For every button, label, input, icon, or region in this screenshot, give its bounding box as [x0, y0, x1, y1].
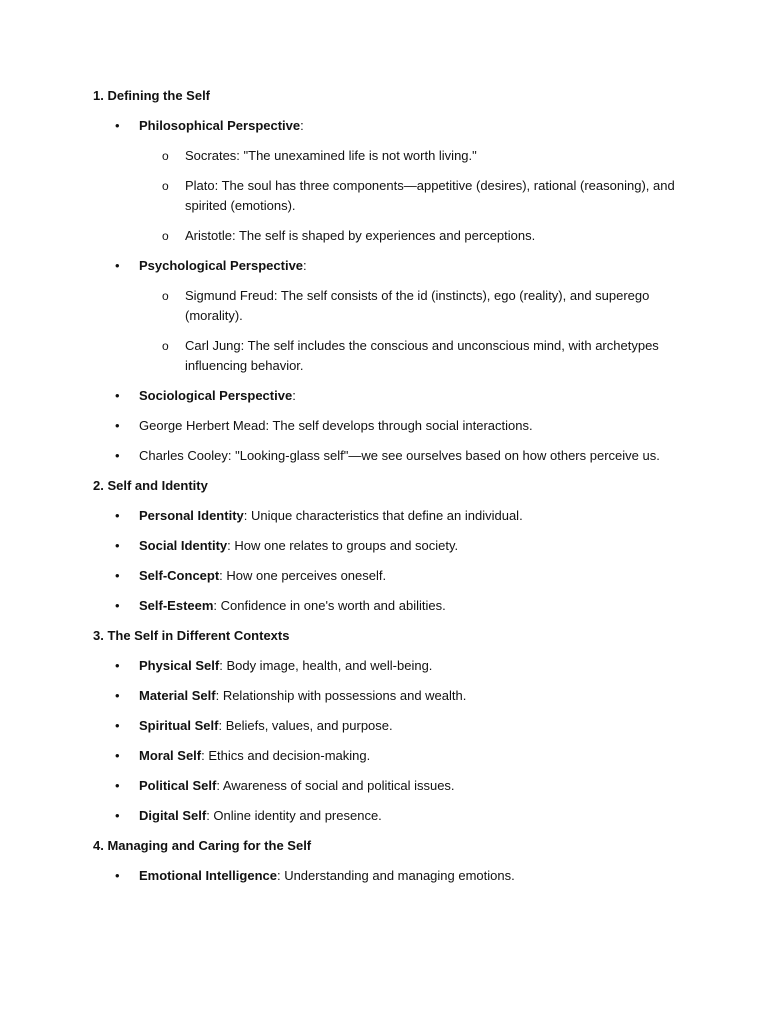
list-item-term: Self-Concept	[139, 568, 220, 583]
list-item-description: : How one perceives oneself.	[219, 568, 387, 583]
list-item	[93, 776, 683, 796]
list-item	[93, 386, 683, 406]
document-body	[93, 86, 683, 896]
section-heading: 3. The Self in Different Contexts	[93, 628, 290, 643]
sub-list-item-text: Carl Jung: The self includes the conscious and unconscious mind, with archetypes influencing behavior.	[185, 338, 659, 373]
sub-bullet-list	[139, 286, 683, 376]
list-item-text	[139, 258, 307, 273]
list-item	[93, 446, 683, 466]
list-item	[93, 686, 683, 706]
list-item-term: Emotional Intelligence	[139, 868, 277, 883]
list-item	[93, 256, 683, 376]
list-item-description: Charles Cooley: "Looking-glass self"—we see ourselves based on how others perceive us.	[139, 448, 660, 463]
list-item-description: : How one relates to groups and society.	[227, 538, 459, 553]
list-item	[93, 746, 683, 766]
list-item-term: Social Identity	[139, 538, 228, 553]
sub-bullet-list	[139, 146, 683, 246]
list-item-description: George Herbert Mead: The self develops through social interactions.	[139, 418, 533, 433]
bullet-list	[93, 506, 683, 616]
list-item-term: Digital Self	[139, 808, 207, 823]
sub-list-item-text: Socrates: "The unexamined life is not worth living."	[185, 148, 477, 163]
list-item	[93, 416, 683, 436]
list-item-text	[139, 538, 458, 553]
bullet-dot-icon: •	[115, 718, 120, 733]
bullet-list	[93, 656, 683, 826]
list-item-description: : Understanding and managing emotions.	[276, 868, 515, 883]
section-heading: 1. Defining the Self	[93, 88, 211, 103]
list-item-term: Self-Esteem	[139, 598, 214, 613]
bullet-dot-icon: •	[115, 538, 120, 553]
bullet-dot-icon: •	[115, 868, 120, 883]
list-item-description: : Body image, health, and well-being.	[219, 658, 433, 673]
bullet-dot-icon: •	[115, 508, 120, 523]
section-heading: 2. Self and Identity	[93, 478, 208, 493]
bullet-dot-icon: •	[115, 388, 120, 403]
list-item	[93, 656, 683, 676]
bullet-dot-icon: •	[115, 598, 120, 613]
list-item-term: Personal Identity	[139, 508, 244, 523]
bullet-circle-icon: o	[162, 289, 169, 303]
list-item-text	[139, 718, 393, 733]
sub-list-item	[139, 286, 683, 326]
list-item	[93, 536, 683, 556]
bullet-dot-icon: •	[115, 448, 120, 463]
bullet-circle-icon: o	[162, 149, 169, 163]
sub-list-item	[139, 226, 683, 246]
list-item-text	[139, 688, 466, 703]
list-item-text	[139, 568, 386, 583]
list-item-description: :	[292, 388, 296, 403]
bullet-circle-icon: o	[162, 339, 169, 353]
bullet-circle-icon: o	[162, 229, 169, 243]
bullet-dot-icon: •	[115, 748, 120, 763]
list-item-description: : Confidence in one's worth and abilities.	[213, 598, 446, 613]
bullet-dot-icon: •	[115, 808, 120, 823]
list-item	[93, 566, 683, 586]
bullet-dot-icon: •	[115, 658, 120, 673]
list-item-term: Spiritual Self	[139, 718, 219, 733]
list-item-term: Physical Self	[139, 658, 220, 673]
list-item-text	[139, 388, 296, 403]
sub-list-item-text: Aristotle: The self is shaped by experiences and perceptions.	[185, 228, 536, 243]
list-item-description: : Online identity and presence.	[206, 808, 382, 823]
sub-list-item	[139, 336, 683, 376]
list-item-text	[139, 598, 446, 613]
list-item-description: :	[300, 118, 304, 133]
list-item-text	[139, 418, 533, 433]
list-item	[93, 866, 683, 886]
list-item-text	[139, 808, 382, 823]
sub-list-item-text: Sigmund Freud: The self consists of the id (instincts), ego (reality), and superego (morality).	[185, 288, 650, 323]
sub-list-item	[139, 146, 683, 166]
list-item-description: : Awareness of social and political issues.	[216, 778, 455, 793]
list-item-text	[139, 448, 660, 463]
list-item	[93, 716, 683, 736]
list-item-term: Moral Self	[139, 748, 202, 763]
list-item-term: Philosophical Perspective	[139, 118, 301, 133]
list-item-term: Psychological Perspective	[139, 258, 304, 273]
list-item-text	[139, 508, 523, 523]
list-item-description: : Relationship with possessions and wealth.	[215, 688, 467, 703]
bullet-dot-icon: •	[115, 118, 120, 133]
sub-list-item	[139, 176, 683, 216]
bullet-list	[93, 866, 683, 886]
list-item-text	[139, 748, 370, 763]
list-item-description: : Beliefs, values, and purpose.	[218, 718, 393, 733]
list-item-text	[139, 868, 515, 883]
list-item-text	[139, 658, 432, 673]
bullet-dot-icon: •	[115, 258, 120, 273]
list-item	[93, 116, 683, 246]
bullet-dot-icon: •	[115, 418, 120, 433]
bullet-dot-icon: •	[115, 688, 120, 703]
sub-list-item-text: Plato: The soul has three components—appetitive (desires), rational (reasoning), and spirited (emotions).	[185, 178, 675, 213]
list-item-term: Political Self	[139, 778, 217, 793]
list-item-text	[139, 778, 455, 793]
bullet-list	[93, 116, 683, 466]
list-item-term: Material Self	[139, 688, 216, 703]
list-item-description: : Unique characteristics that define an individual.	[243, 508, 523, 523]
list-item	[93, 506, 683, 526]
bullet-dot-icon: •	[115, 568, 120, 583]
list-item	[93, 806, 683, 826]
list-item-description: : Ethics and decision-making.	[201, 748, 371, 763]
list-item-description: :	[303, 258, 307, 273]
bullet-circle-icon: o	[162, 179, 169, 193]
list-item-term: Sociological Perspective	[139, 388, 293, 403]
section-heading: 4. Managing and Caring for the Self	[93, 838, 312, 853]
bullet-dot-icon: •	[115, 778, 120, 793]
list-item-text	[139, 118, 304, 133]
list-item	[93, 596, 683, 616]
